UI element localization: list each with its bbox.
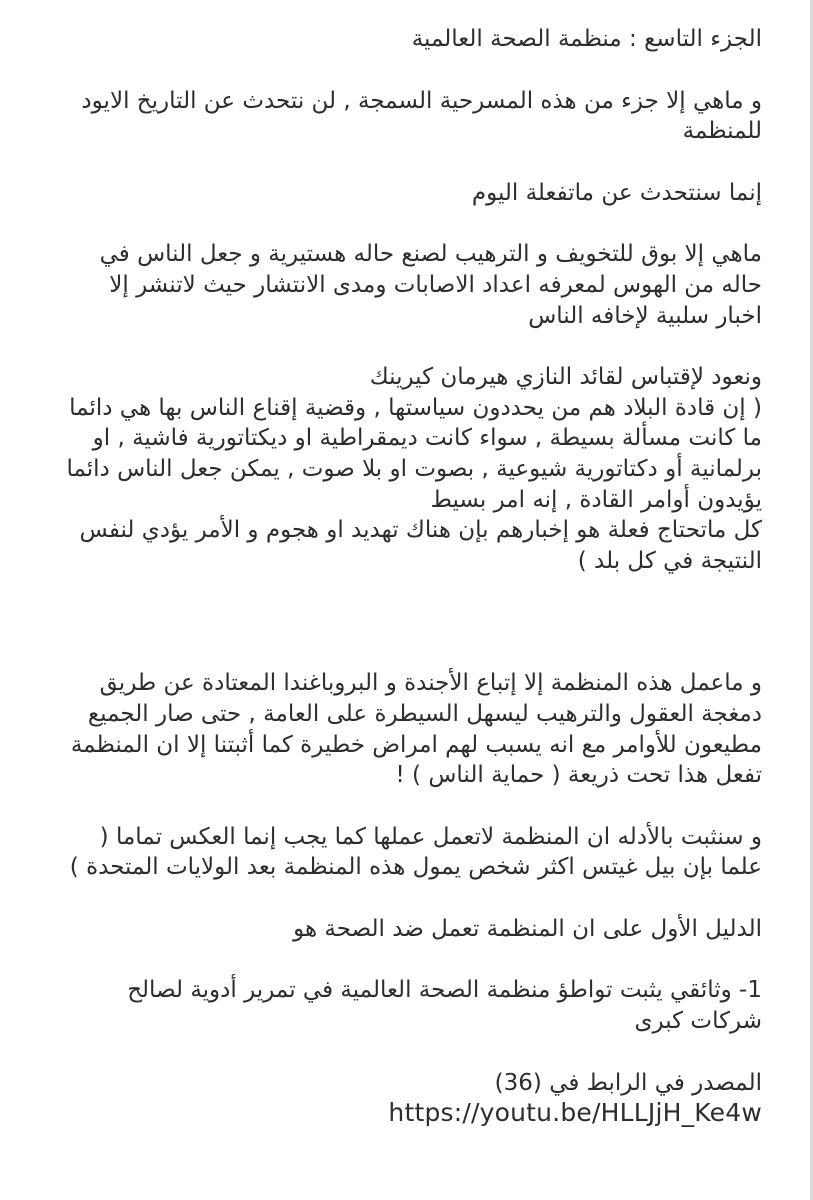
spacer (60, 208, 762, 239)
spacer (60, 883, 762, 914)
spacer (60, 147, 762, 178)
spacer (60, 791, 762, 822)
spacer (60, 55, 762, 86)
part-title: الجزء التاسع : منظمة الصحة العالمية (411, 26, 762, 52)
paragraph-fear: ماهي إلا بوق للتخويف و الترهيب لصنع حاله هستيرية و جعل الناس في حاله من الهوس لمعرفه اعداد الاصابات ومدى الانتشار حيث لاتنشر إلا اخبار سلبية لإخافه الناس (99, 241, 762, 329)
spacer (60, 944, 762, 975)
document-body (60, 24, 762, 1129)
spacer (60, 1037, 762, 1068)
paragraph-agenda: و ماعمل هذه المنظمة إلا إتباع الأجندة و البروباغندا المعتادة عن طريق دمغجة العقول والترهيب ليسهل السيطرة على العامة , حتى صار الجميع مطيعون للأوامر مع انه يسبب لهم امراض خطيرة كما أثبتنا إلا ان المنظمة تفعل هذا تحت ذريعة ( حماية الناس ) ! (70, 670, 762, 789)
paragraph-intro: و ماهي إلا جزء من هذه المسرحية السمجة , لن نتحدث عن التاريخ الايود للمنظمة (81, 87, 762, 145)
spacer (60, 331, 762, 362)
source-label: المصدر في الرابط في (36) (494, 1069, 762, 1096)
quote-body: ( إن قادة البلاد هم من يحددون سياستها , وقضية إقناع الناس بها هي دائما ما كانت مسألة بسيطة , سواء كانت ديمقراطية او ديكتاتورية فاشية , او برلمانية أو دكتاتورية شيوعية , بصوت او بلا صوت , يمكن جعل الناس دائما يؤيدون أوامر القادة , إنه امر بسيط (66, 394, 762, 513)
paragraph-today: إنما سنتحدث عن ماتفعلة اليوم (471, 179, 762, 206)
first-proof-heading: الدليل الأول على ان المنظمة تعمل ضد الصحة هو (293, 915, 762, 942)
spacer (60, 576, 762, 668)
quote-ending: كل ماتحتاج فعلة هو إخبارهم بإن هناك تهديد او هجوم و الأمر يؤدي لنفس النتيجة في كل بلد ) (79, 517, 762, 574)
paragraph-evidence: و سنثبت بالأدله ان المنظمة لاتعمل عملها كما يجب إنما العكس تماما ( علما بإن بيل غيتس اكثر شخص يمول هذه المنظمة بعد الولايات المتحدة ) (69, 823, 762, 881)
quote-intro: ونعود لإقتباس لقائد النازي هيرمان كيرينك (369, 364, 762, 391)
proof-item-1: 1- وثائقي يثبت تواطؤ منظمة الصحة العالمية في تمرير أدوية لصالح شركات كبرى (127, 977, 762, 1035)
source-link[interactable]: https://youtu.be/HLLJjH_Ke4w (388, 1098, 762, 1128)
